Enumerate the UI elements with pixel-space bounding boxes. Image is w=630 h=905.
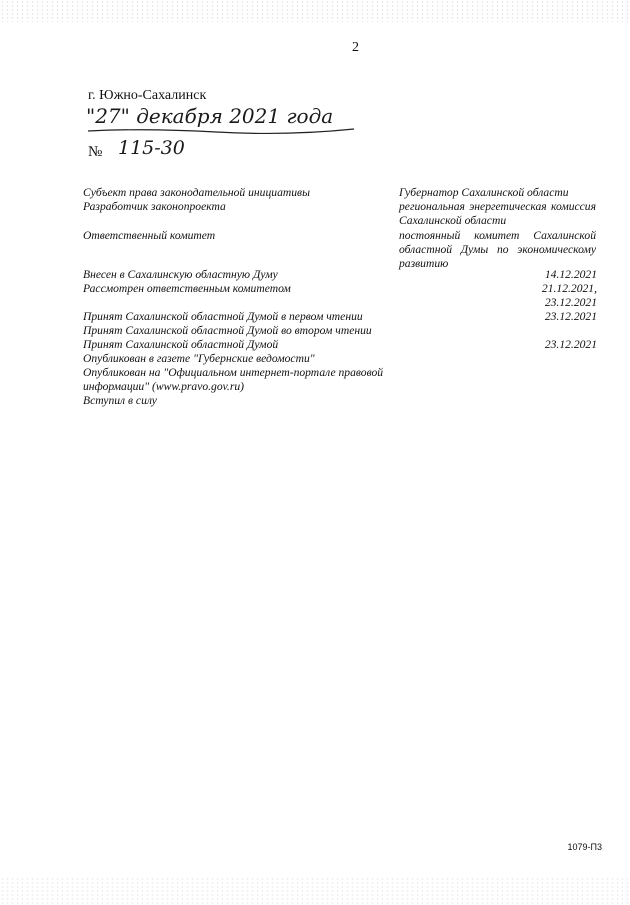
signing-date-text: "27" декабря 2021 года xyxy=(86,104,334,128)
initiative-subject-value: Губернатор Сахалинской области xyxy=(399,186,569,199)
adopted-label: Принят Сахалинской областной Думой xyxy=(83,338,279,351)
first-reading-date: 23.12.2021 xyxy=(544,310,597,323)
developer-value: региональная энергетическая комиссия Сахалинской области xyxy=(399,200,596,227)
committee-value: постоянный комитет Сахалинской областной Думы по экономическому развитию xyxy=(399,229,596,270)
introduced-label: Внесен в Сахалинскую областную Думу xyxy=(83,268,278,281)
reviewed-date-1: 21.12.2021, xyxy=(541,282,597,295)
developer-label: Разработчик законопроекта xyxy=(83,200,226,213)
adopted-date: 23.12.2021 xyxy=(544,338,597,351)
signing-date-handwritten xyxy=(86,104,333,132)
number-handwritten: 115-30 xyxy=(118,137,185,159)
initiative-subject-label: Субъект права законодательной инициативы xyxy=(83,186,310,199)
reviewed-label: Рассмотрен ответственным комитетом xyxy=(83,282,291,295)
first-reading-label: Принят Сахалинской областной Думой в первом чтении xyxy=(83,310,363,323)
date-underline xyxy=(86,126,356,136)
city-line: г. Южно-Сахалинск xyxy=(88,88,207,103)
page-number: 2 xyxy=(352,40,359,55)
number-label: № xyxy=(88,144,103,160)
published-gazette-label: Опубликован в газете "Губернские ведомости" xyxy=(83,352,315,365)
committee-label: Ответственный комитет xyxy=(83,229,216,242)
published-portal-label-line2: информации" (www.pravo.gov.ru) xyxy=(83,380,244,393)
published-portal-label-line1: Опубликован на "Официальном интернет-портале правовой xyxy=(83,366,384,379)
scan-noise-top xyxy=(0,0,630,22)
reviewed-date-2: 23.12.2021 xyxy=(544,296,597,309)
second-reading-label: Принят Сахалинской областной Думой во втором чтении xyxy=(83,324,372,337)
footer-code: 1079-П3 xyxy=(567,842,602,852)
scan-noise-bottom xyxy=(0,877,630,905)
introduced-date: 14.12.2021 xyxy=(544,268,597,281)
entered-force-label: Вступил в силу xyxy=(83,394,157,407)
